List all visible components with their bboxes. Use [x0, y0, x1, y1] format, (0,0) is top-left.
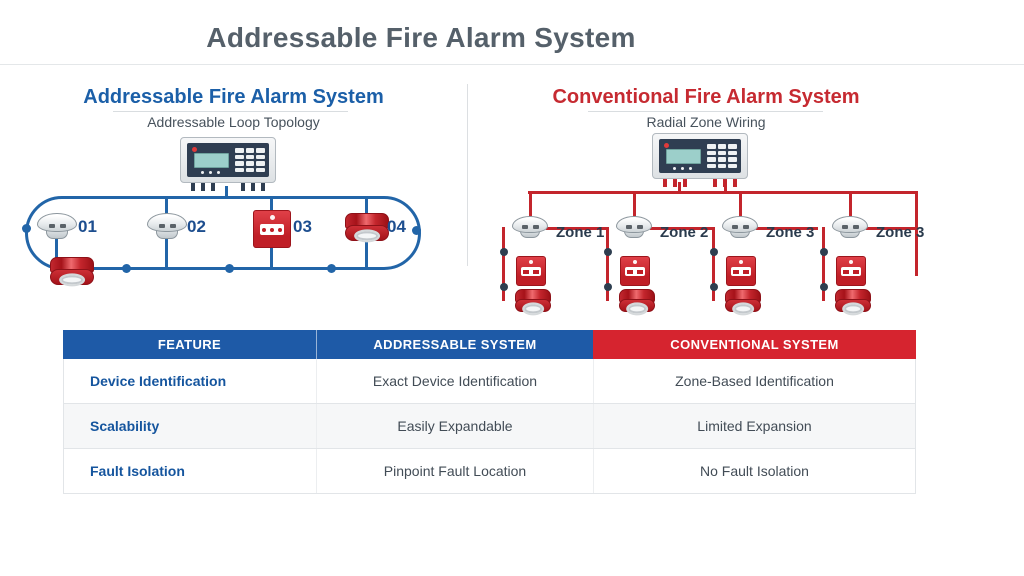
left-panel-subtitle: Addressable Loop Topology [147, 114, 320, 130]
zone-label: Zone 3 [876, 224, 925, 241]
smoke-detector-icon [37, 213, 77, 240]
wire-junction-dot [500, 248, 508, 256]
loop-node-dot [327, 264, 336, 273]
smoke-detector-icon [832, 216, 868, 240]
wire-junction-dot [820, 248, 828, 256]
zone-label: Zone 1 [556, 224, 605, 241]
zone-wire [529, 193, 532, 216]
panel-keypad-icon [235, 148, 265, 172]
cell-addressable: Pinpoint Fault Location [316, 449, 593, 493]
left-heading-underline [113, 111, 348, 112]
wire-junction-dot [710, 283, 718, 291]
device-address-label: 01 [78, 217, 97, 236]
title-divider [0, 64, 1024, 65]
call-point-icon [516, 256, 546, 286]
panel-led-icon [192, 147, 197, 152]
header-conventional: CONVENTIONAL SYSTEM [593, 330, 916, 359]
header-feature: FEATURE [63, 330, 316, 359]
zone-wire [633, 193, 636, 216]
device-address-label: 03 [293, 217, 312, 236]
zone-bus-wire [528, 191, 918, 194]
panel-screen-icon [194, 153, 229, 168]
cell-conventional: Zone-Based Identification [593, 359, 915, 403]
call-point-icon [620, 256, 650, 286]
smoke-detector-icon [512, 216, 548, 240]
zone-label: Zone 3 [766, 224, 815, 241]
table-row [64, 449, 915, 493]
sounder-icon [50, 257, 94, 285]
zone-wire [739, 193, 742, 216]
cell-conventional: Limited Expansion [593, 404, 915, 448]
comparison-table-header [63, 330, 916, 359]
device-address-label: 02 [187, 217, 206, 236]
zone-wire [849, 193, 852, 216]
cell-feature: Scalability [90, 418, 160, 434]
call-point-icon [726, 256, 756, 286]
zone-label: Zone 2 [660, 224, 709, 241]
cell-conventional: No Fault Isolation [593, 449, 915, 493]
panel-keypad-icon [707, 144, 737, 168]
wire-junction-dot [604, 283, 612, 291]
sounder-icon [345, 213, 389, 241]
control-panel-icon [180, 137, 276, 191]
right-panel-subtitle: Radial Zone Wiring [646, 114, 766, 130]
panel-led-icon [664, 143, 669, 148]
table-row [64, 359, 915, 404]
wire-junction-dot [820, 283, 828, 291]
header-addressable: ADDRESSABLE SYSTEM [316, 330, 593, 359]
cell-feature: Fault Isolation [90, 463, 185, 479]
call-point-icon [836, 256, 866, 286]
control-panel-body [180, 137, 276, 183]
right-heading-underline [588, 111, 823, 112]
loop-node-dot [22, 224, 31, 233]
sounder-icon [619, 289, 655, 313]
cell-addressable: Easily Expandable [316, 404, 593, 448]
cell-feature: Device Identification [90, 373, 227, 389]
sounder-icon [515, 289, 551, 313]
cell-addressable: Exact Device Identification [316, 359, 593, 403]
loop-node-dot [122, 264, 131, 273]
wire-junction-dot [500, 283, 508, 291]
panel-screen-icon [666, 149, 701, 164]
panel-divider [467, 84, 468, 266]
call-point-icon [253, 210, 291, 248]
device-address-label: 04 [387, 217, 406, 236]
control-panel-body [652, 133, 748, 179]
smoke-detector-icon [616, 216, 652, 240]
loop-node-dot [412, 226, 421, 235]
wire-junction-dot [710, 248, 718, 256]
table-row [64, 404, 915, 449]
right-panel-heading: Conventional Fire Alarm System [552, 86, 860, 108]
wire-junction-dot [604, 248, 612, 256]
loop-node-dot [225, 264, 234, 273]
smoke-detector-icon [722, 216, 758, 240]
sounder-icon [725, 289, 761, 313]
smoke-detector-icon [147, 213, 187, 240]
control-panel-icon [652, 133, 748, 187]
page-title: Addressable Fire Alarm System [206, 22, 636, 53]
sounder-icon [835, 289, 871, 313]
comparison-table [63, 330, 916, 494]
left-panel-heading: Addressable Fire Alarm System [83, 86, 384, 108]
